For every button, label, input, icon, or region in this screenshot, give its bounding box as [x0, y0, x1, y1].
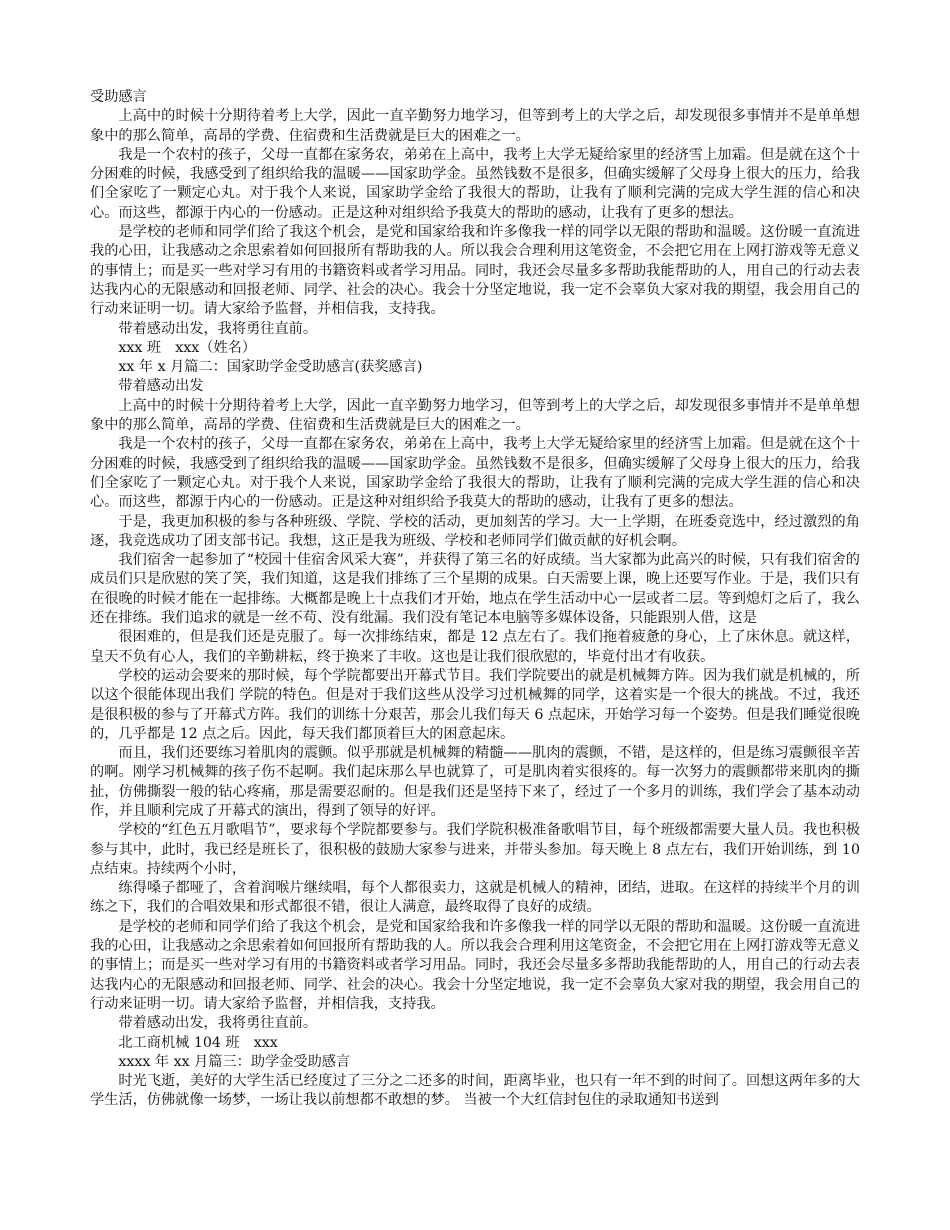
paragraph: 带着感动出发，我将勇往直前。 [118, 1015, 318, 1032]
signature-line: 北工商机械 104 班 xxx [118, 1034, 278, 1051]
section-heading: xx 年 x 月篇二：国家助学金受助感言(获奖感言) [118, 359, 423, 376]
paragraph: 是学校的老师和同学们给了我这个机会，是党和国家给我和许多像我一样的同学以无限的帮助和温暖。这份暖一直流进我的心田，让我感动之余思索着如何回报所有帮助我的人。所以我会合理利用这笔资金，不会把它用在上网打游戏等无意义的事情上；而是买一些对学习有用的书籍资料或者学习用品。同时，我还会尽量多多帮助我能帮助的人，用自己的行动去表达我内心的无限感动和回报老师、同学、社会的决心。我会十分坚定地说，我一定不会辜负大家对我的期望，我会用自己的行动来证明一切。请大家给予监督，并相信我，支持我。 [90, 224, 860, 318]
paragraph: 我是一个农村的孩子，父母一直都在家务农，弟弟在上高中，我考上大学无疑给家里的经济雪上加霜。但是就在这个十分困难的时候，我感受到了组织给我的温暖——国家助学金。虽然钱数不是很多，但确实缓解了父母身上很大的压力，给我们全家吃了一颗定心丸。对于我个人来说，国家助学金给了我很大的帮助，让我有了顺利完满的完成大学生涯的信心和决心。而这些，都源于内心的一份感动。正是这种对组织给予我莫大的帮助的感动，让我有了更多的想法。 [90, 146, 860, 221]
section-subtitle: 带着感动出发 [118, 378, 204, 395]
paragraph: 我是一个农村的孩子，父母一直都在家务农，弟弟在上高中，我考上大学无疑给家里的经济雪上加霜。但是就在这个十分困难的时候，我感受到了组织给我的温暖——国家助学金。虽然钱数不是很多，但确实缓解了父母身上很大的压力，给我们全家吃了一颗定心丸。对于我个人来说，国家助学金给了我很大的帮助，让我有了顺利完满的完成大学生涯的信心和决心。而这些，都源于内心的一份感动。正是这种对组织给予我莫大的帮助的感动，让我有了更多的想法。 [90, 436, 860, 511]
signature-line: xxx 班 xxx（姓名） [118, 339, 257, 356]
paragraph: 上高中的时候十分期待着考上大学，因此一直辛勤努力地学习，但等到考上的大学之后，却发现很多事情并不是单单想象中的那么简单，高昂的学费、住宿费和生活费就是巨大的困难之一。 [90, 397, 860, 434]
document-body [90, 88, 860, 1111]
section-heading: xxxx 年 xx 月篇三：助学金受助感言 [118, 1053, 351, 1070]
paragraph: 而且，我们还要练习着肌肉的震颤。似乎那就是机械舞的精髓——肌肉的震颤，不错，是这样的，但是练习震颤很辛苦的啊。刚学习机械舞的孩子伤不起啊。我们起床那么早也就算了，可是肌肉着实很疼的。每一次努力的震颤都带来肌肉的撕扯，仿佛撕裂一般的钻心疼痛，那是需要忍耐的。但是我们还是坚持下来了，经过了一个多月的训练，我们学会了基本动动作，并且顺利完成了开幕式的演出，得到了领导的好评。 [90, 745, 860, 819]
paragraph: 于是，我更加积极的参与各种班级、学院、学校的活动，更加刻苦的学习。大一上学期，在班委竞选中，经过激烈的角逐，我竞选成功了团支部书记。我想，这正是我为班级、学校和老师同学们做贡献的好机会啊。 [90, 513, 860, 549]
paragraph: 学校的“红色五月歌唱节”，要求每个学院都要参与。我们学院积极准备歌唱节目，每个班级都需要大量人员。我也积极参与其中，此时，我已经是班长了，很积极的鼓励大家参与进来，并带头参加。每天晚上 8 点左右，我们开始训练，到 10 点结束。持续两个小时， [90, 822, 860, 877]
paragraph: 时光飞逝，美好的大学生活已经度过了三分之二还多的时间，距离毕业，也只有一年不到的时间了。回想这两年多的大学生活，仿佛就像一场梦，一场让我以前想都不敢想的梦。 当被一个大红信封包住的录取通知书送到 [90, 1073, 860, 1109]
paragraph: 很困难的，但是我们还是克服了。每一次排练结束，都是 12 点左右了。我们拖着疲惫的身心，上了床休息。就这样，皇天不负有心人，我们的辛勤耕耘，终于换来了丰收。这也是让我们很欣慰的，毕竟付出才有收获。 [90, 629, 860, 665]
paragraph: 上高中的时候十分期待着考上大学，因此一直辛勤努力地学习，但等到考上的大学之后，却发现很多事情并不是单单想象中的那么简单，高昂的学费、住宿费和生活费就是巨大的困难之一。 [90, 108, 860, 144]
paragraph: 是学校的老师和同学们给了我这个机会，是党和国家给我和许多像我一样的同学以无限的帮助和温暖。这份暖一直流进我的心田，让我感动之余思索着如何回报所有帮助我的人。所以我会合理利用这笔资金，不会把它用在上网打游戏等无意义的事情上；而是买一些对学习有用的书籍资料或者学习用品。同时，我还会尽量多多帮助我能帮助的人，用自己的行动去表达我内心的无限感动和回报老师、同学、社会的决心。我会十分坚定地说，我一定不会辜负大家对我的期望，我会用自己的行动来证明一切。请大家给予监督，并相信我，支持我。 [90, 918, 860, 1012]
paragraph: 学校的运动会要来的那时候，每个学院都要出开幕式节目。我们学院要出的就是机械舞方阵。因为我们就是机械的，所以这个很能体现出我们 学院的特色。但是对于我们这些从没学习过机械舞的同学，这着实是一个很大的挑战。不过，我还是很积极的参与了开幕式方阵。我们的训练十分艰苦，那会儿我们每天 6 点起床，开始学习每一个姿势。但是我们睡觉很晚的，几乎都是 12 点之后。因此，每天我们都顶着巨大的困意起床。 [90, 667, 860, 742]
paragraph: 带着感动出发，我将勇往直前。 [118, 320, 318, 337]
paragraph: 练得嗓子都哑了，含着润喉片继续唱，每个人都很卖力，这就是机械人的精神，团结，进取。在这样的持续半个月的训练之下，我们的合唱效果和形式都很不错，很让人满意，最终取得了良好的成绩。 [90, 880, 860, 916]
doc-title: 受助感言 [90, 89, 147, 105]
paragraph: 我们宿舍一起参加了“校园十佳宿舍风采大赛”，并获得了第三名的好成绩。当大家都为此高兴的时候，只有我们宿舍的成员们只是欣慰的笑了笑，我们知道，这是我们排练了三个星期的成果。白天需要上课，晚上还要写作业。于是，我们只有在很晚的时候才能在一起排练。大概都是晚上十点我们才开始，地点在学生活动中心一层或者二层。等到熄灯之后了，我么还在排练。我们追求的就是一丝不苟、没有纰漏。我们没有笔记本电脑等多媒体设备，只能跟别人借，这是 [90, 552, 860, 627]
